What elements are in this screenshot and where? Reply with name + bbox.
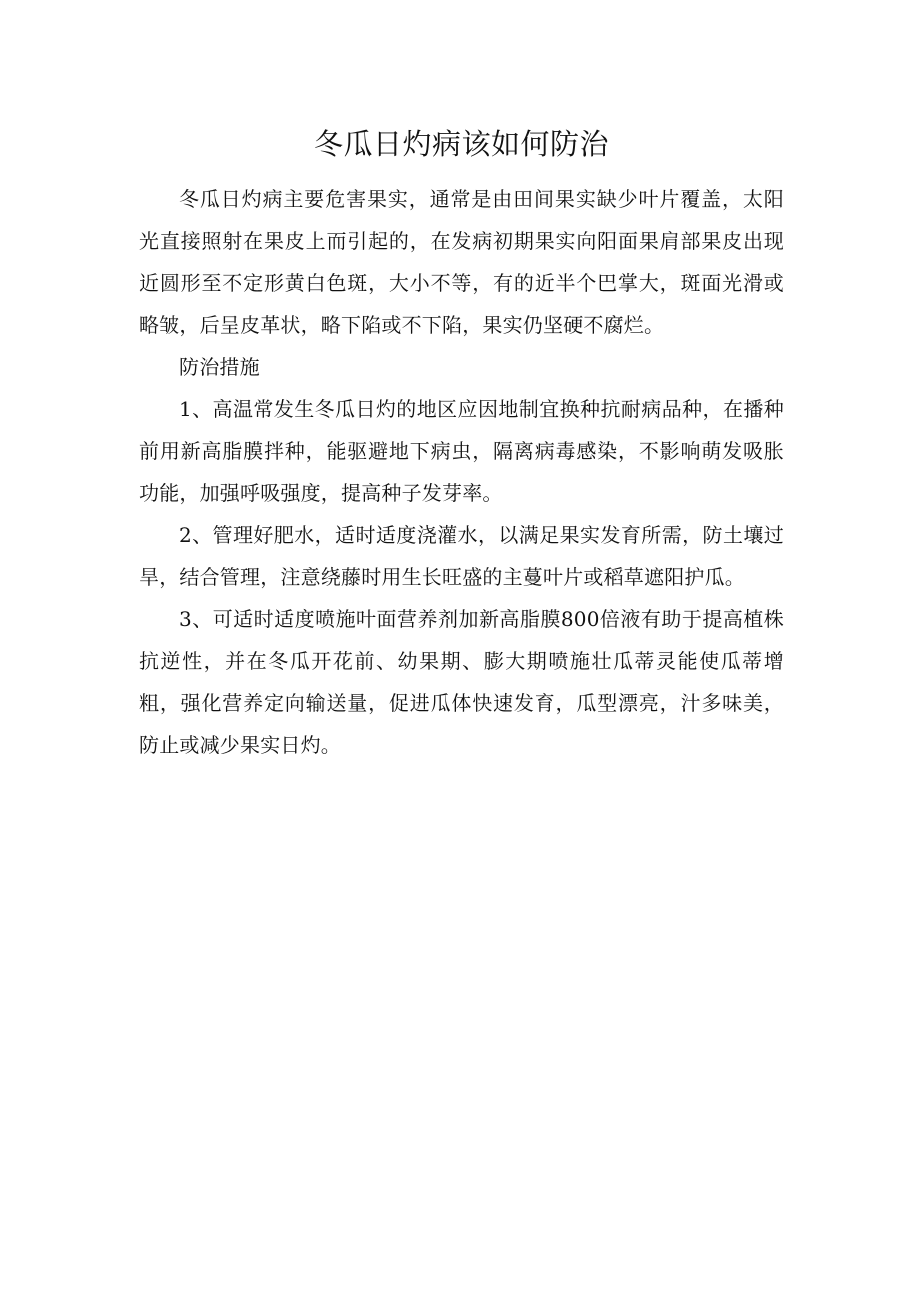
- document-body: [139, 122, 784, 766]
- measure-paragraph-3: 3、可适时适度喷施叶面营养剂加新高脂膜800倍液有助于提高植株抗逆性，并在冬瓜开花前、幼果期、膨大期喷施壮瓜蒂灵能使瓜蒂增粗，强化营养定向输送量，促进瓜体快速发育，瓜型漂亮，汁多味美，防止或减少果实日灼。: [139, 607, 784, 757]
- intro-paragraph: 冬瓜日灼病主要危害果实，通常是由田间果实缺少叶片覆盖，太阳光直接照射在果皮上而引起的，在发病初期果实向阳面果肩部果皮出现近圆形至不定形黄白色斑，大小不等，有的近半个巴掌大，斑面光滑或略皱，后呈皮革状，略下陷或不下陷，果实仍坚硬不腐烂。: [139, 187, 784, 337]
- document-title: 冬瓜日灼病该如何防治: [313, 127, 609, 161]
- measure-paragraph-1: 1、高温常发生冬瓜日灼的地区应因地制宜换种抗耐病品种，在播种前用新高脂膜拌种，能驱避地下病虫，隔离病毒感染，不影响萌发吸胀功能，加强呼吸强度，提高种子发芽率。: [139, 397, 784, 505]
- measure-paragraph-2: 2、管理好肥水，适时适度浇灌水，以满足果实发育所需，防土壤过旱，结合管理，注意绕藤时用生长旺盛的主蔓叶片或稻草遮阳护瓜。: [139, 523, 784, 589]
- section-heading-prevention: 防治措施: [179, 355, 260, 379]
